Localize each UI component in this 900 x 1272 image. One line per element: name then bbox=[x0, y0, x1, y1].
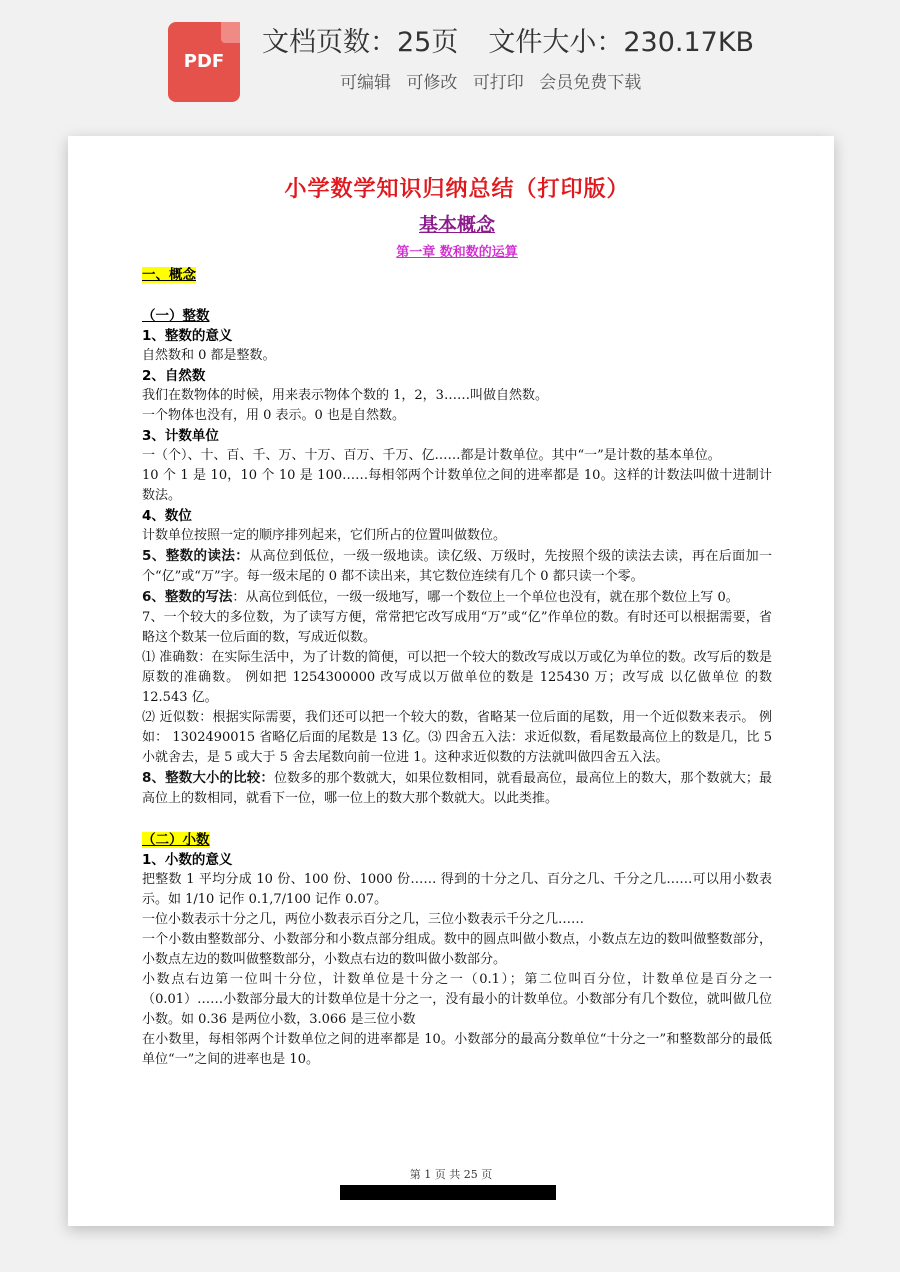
item-heading: 1、整数的意义 bbox=[142, 328, 233, 344]
file-size: 文件大小：230.17KB bbox=[488, 27, 755, 58]
paragraph: 一（个）、十、百、千、万、十万、百万、千万、亿……都是计数单位。其中“一”是计数的基本单位。 bbox=[142, 448, 721, 463]
paragraph-writing: 6、整数的写法：从高位到低位，一级一级地写，哪一个数位上一个单位也没有，就在那个数位上写 0。 bbox=[142, 589, 739, 605]
page-number: 第 1 页 共 25 页 bbox=[409, 1168, 493, 1181]
item-heading: 4、数位 bbox=[142, 508, 192, 524]
pdf-label: PDF bbox=[183, 51, 225, 72]
paragraph: 7、一个较大的多位数，为了读写方便，常常把它改写成用“万”或“亿”作单位的数。有时还可以根据需要，省略这个数某一位后面的数，写成近似数。 bbox=[142, 610, 772, 645]
page-content bbox=[142, 172, 772, 1070]
feature-editable: 可编辑 bbox=[340, 73, 391, 93]
paragraph: 我们在数物体的时候，用来表示物体个数的 1，2，3……叫做自然数。 bbox=[142, 388, 548, 403]
paragraph: 一个小数由整数部分、小数部分和小数点部分组成。数中的圆点叫做小数点，小数点左边的数叫做整数部分，小数点左边的数叫做整数部分，小数点右边的数叫做小数部分。 bbox=[142, 932, 772, 967]
file-meta bbox=[262, 20, 754, 59]
header-banner bbox=[0, 0, 900, 120]
paragraph: ⑵ 近似数：根据实际需要，我们还可以把一个较大的数，省略某一位后面的尾数，用一个近似数来表示。 例如： 1302490015 省略亿后面的尾数是 13 亿。⑶ 四舍五入法：求近似数，看尾数最高位上的数是几，比 5 小就舍去，是 5 或大于 5 舍去尾数向前一位进 1。这种求近似数的方法就叫做四舍五入法。 bbox=[142, 710, 772, 765]
document-page bbox=[68, 136, 834, 1226]
paragraph: 在小数里，每相邻两个计数单位之间的进率都是 10。小数部分的最高分数单位“十分之一”和整数部分的最低单位“一”之间的进率也是 10。 bbox=[142, 1032, 772, 1067]
subsection-decimals: （二）小数 bbox=[142, 832, 210, 848]
feature-modifiable: 可修改 bbox=[406, 73, 458, 93]
footer-bar bbox=[340, 1185, 556, 1200]
subsection-integers: （一）整数 bbox=[142, 308, 210, 324]
item-heading: 2、自然数 bbox=[142, 368, 206, 384]
page-count: 文档页数：25页 bbox=[262, 27, 459, 58]
paragraph-reading: 5、整数的读法：从高位到低位，一级一级地读。读亿级、万级时，先按照个级的读法去读，再在后面加一个“亿”或“万”字。每一级末尾的 0 都不读出来，其它数位连续有几个 0 都只读一个零。 bbox=[142, 548, 772, 584]
paragraph: 自然数和 0 都是整数。 bbox=[142, 348, 276, 363]
compare-heading: 8、整数大小的比较： bbox=[142, 770, 274, 786]
document-subtitle: 基本概念 bbox=[418, 214, 495, 236]
section-heading: 一、概念 bbox=[142, 267, 196, 283]
writing-heading: 6、整数的写法 bbox=[142, 589, 233, 605]
paragraph: 把整数 1 平均分成 10 份、100 份、1000 份…… 得到的十分之几、百分之几、千分之几……可以用小数表示。如 1/10 记作 0.1,7/100 记作 0.07。 bbox=[142, 872, 772, 907]
paragraph: 一个物体也没有，用 0 表示。0 也是自然数。 bbox=[142, 408, 405, 423]
chapter-heading: 第一章 数和数的运算 bbox=[396, 245, 518, 260]
paragraph: 小数点右边第一位叫十分位，计数单位是十分之一（0.1）；第二位叫百分位，计数单位是百分之一（0.01）……小数部分最大的计数单位是十分之一，没有最小的计数单位。小数部分有几个数位，就叫做几位小数。如 0.36 是两位小数，3.066 是三位小数 bbox=[142, 972, 772, 1027]
paragraph: ⑴ 准确数：在实际生活中，为了计数的简便，可以把一个较大的数改写成以万或亿为单位的数。改写后的数是原数的准确数。 例如把 1254300000 改写成以万做单位的数是 125430 万；改写成 以亿做单位 的数 12.543 亿。 bbox=[142, 650, 772, 705]
paragraph: 计数单位按照一定的顺序排列起来，它们所占的位置叫做数位。 bbox=[142, 528, 507, 543]
pdf-file-icon bbox=[168, 22, 240, 102]
paragraph: 一位小数表示十分之几，两位小数表示百分之几，三位小数表示千分之几…… bbox=[142, 912, 585, 927]
reading-heading: 5、整数的读法： bbox=[142, 548, 250, 564]
paragraph: 10 个 1 是 10，10 个 10 是 100……每相邻两个计数单位之间的进率都是 10。这样的计数法叫做十进制计数法。 bbox=[142, 468, 772, 503]
item-heading: 3、计数单位 bbox=[142, 428, 219, 444]
feature-member-download: 会员免费下载 bbox=[539, 73, 642, 93]
feature-printable: 可打印 bbox=[472, 73, 524, 93]
document-title: 小学数学知识归纳总结（打印版） bbox=[284, 177, 630, 202]
paragraph-compare: 8、整数大小的比较：位数多的那个数就大，如果位数相同，就看最高位，最高位上的数大，那个数就大；最高位上的数相同，就看下一位，哪一位上的数大那个数就大。以此类推。 bbox=[142, 770, 772, 806]
feature-list bbox=[340, 68, 641, 93]
item-heading: 1、小数的意义 bbox=[142, 852, 233, 868]
